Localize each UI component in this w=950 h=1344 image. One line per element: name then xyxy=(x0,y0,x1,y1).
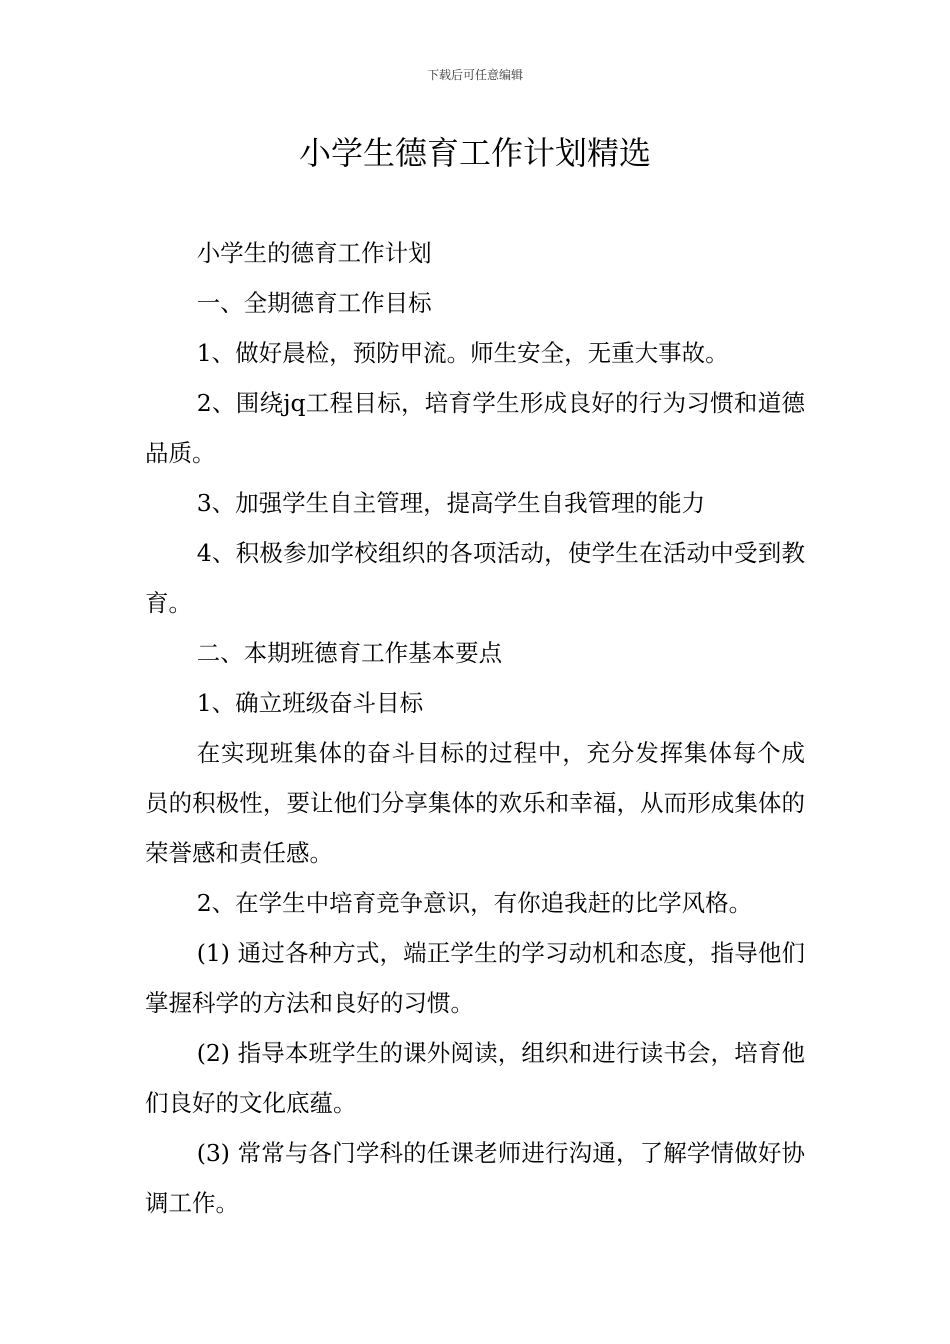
paragraph: (2) 指导本班学生的课外阅读，组织和进行读书会，培育他们良好的文化底蕴。 xyxy=(145,1039,805,1117)
document-body xyxy=(145,228,805,1228)
paragraph: 小学生的德育工作计划 xyxy=(196,239,432,267)
paragraph: 4、积极参加学校组织的各项活动，使学生在活动中受到教育。 xyxy=(145,539,805,617)
paragraph: 1、确立班级奋斗目标 xyxy=(196,689,424,717)
paragraph: 在实现班集体的奋斗目标的过程中，充分发挥集体每个成员的积极性，要让他们分享集体的欢乐和幸福，从而形成集体的荣誉感和责任感。 xyxy=(145,739,805,867)
paragraph: 2、围绕jq工程目标，培育学生形成良好的行为习惯和道德品质。 xyxy=(145,389,805,467)
section-heading: 一、全期德育工作目标 xyxy=(196,289,432,317)
section-heading: 二、本期班德育工作基本要点 xyxy=(196,639,503,667)
paragraph: 2、在学生中培育竞争意识，有你追我赶的比学风格。 xyxy=(196,889,753,917)
paragraph: 1、做好晨检，预防甲流。师生安全，无重大事故。 xyxy=(196,339,729,367)
header-note: 下载后可任意编辑 xyxy=(426,68,523,82)
paragraph: (3) 常常与各门学科的任课老师进行沟通，了解学情做好协调工作。 xyxy=(145,1139,805,1217)
page-title: 小学生德育工作计划精选 xyxy=(298,134,651,172)
paragraph: (1) 通过各种方式，端正学生的学习动机和态度，指导他们掌握科学的方法和良好的习惯。 xyxy=(145,939,805,1017)
paragraph: 3、加强学生自主管理，提高学生自我管理的能力 xyxy=(196,489,706,517)
